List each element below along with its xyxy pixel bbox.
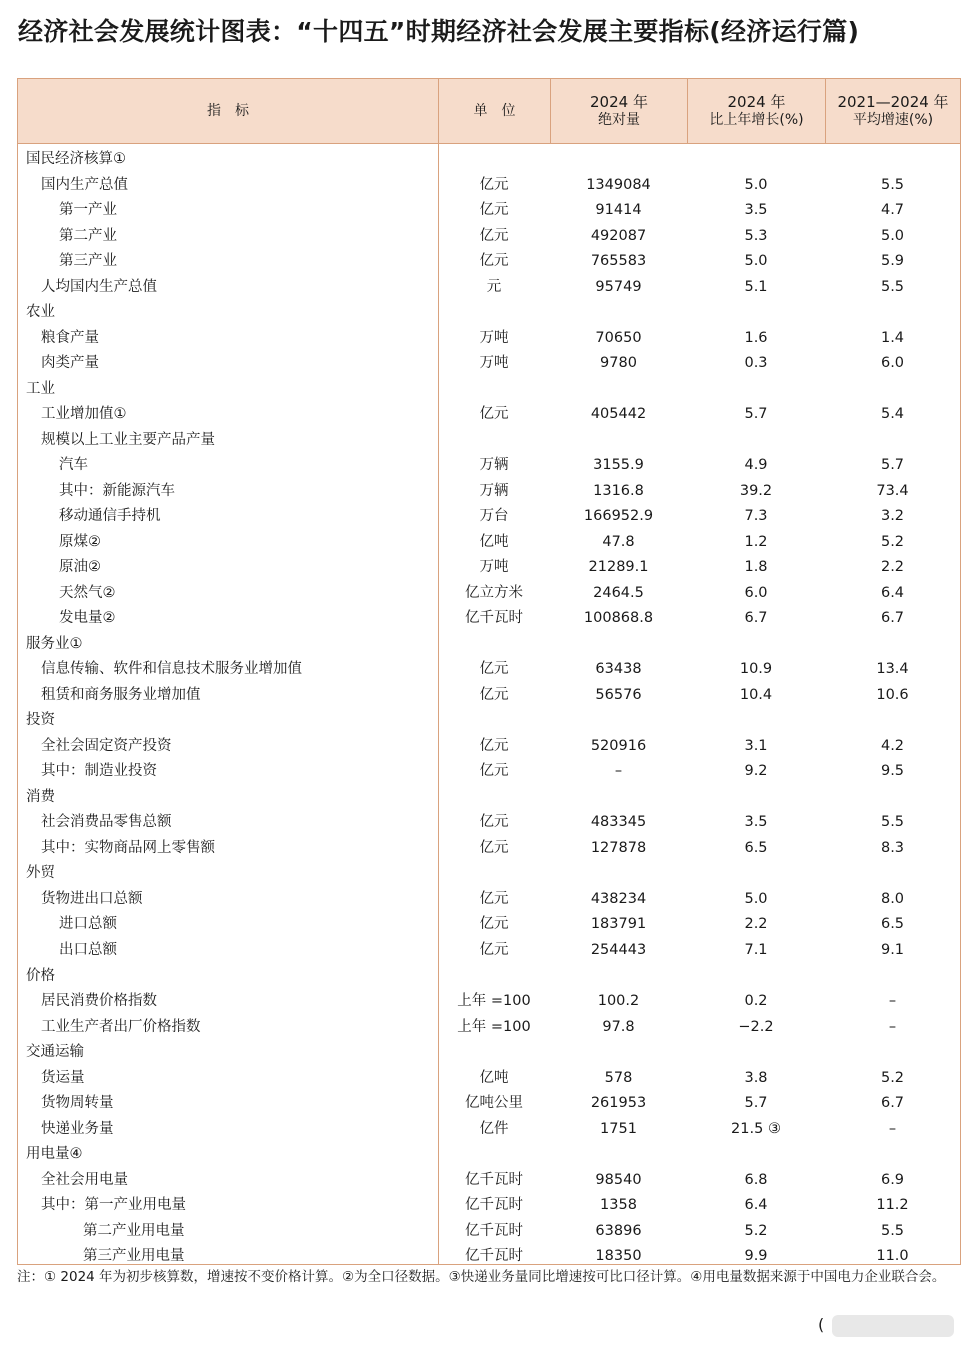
unit-cell: 亿千瓦时 (465, 1197, 523, 1214)
avg-growth-cell: 4.7 (880, 202, 905, 219)
indicator-cell: 货物周转量 (41, 1095, 114, 1112)
indicator-cell: 工业生产者出厂价格指数 (41, 1018, 201, 1035)
unit-cell: 亿吨公里 (465, 1095, 523, 1112)
source-credit (818, 1311, 958, 1341)
avg-growth-cell: 6.7 (880, 610, 905, 627)
growth-2024-cell: 1.6 (744, 329, 768, 346)
indicator-cell: 发电量② (59, 610, 116, 627)
growth-2024-cell: 5.7 (744, 1095, 768, 1112)
absolute-value-cell: 91414 (595, 202, 642, 219)
avg-growth-cell: 5.7 (880, 457, 905, 474)
growth-2024-cell (687, 428, 825, 454)
avg-growth-cell (825, 964, 960, 990)
avg-growth-cell: 5.9 (880, 253, 905, 270)
indicator-cell: 农业 (26, 304, 55, 321)
avg-growth-cell: 5.5 (880, 1222, 905, 1239)
table-row (18, 479, 960, 505)
table-row (18, 300, 960, 326)
table-row (18, 683, 960, 709)
avg-growth-cell: 6.0 (880, 355, 905, 372)
table-row (18, 581, 960, 607)
growth-2024-cell: 5.2 (744, 1222, 768, 1239)
growth-2024-cell: 6.0 (744, 584, 768, 601)
unit-cell: 元 (486, 278, 502, 295)
unit-cell: 亿元 (479, 763, 509, 780)
unit-cell (438, 964, 550, 990)
growth-2024-cell: 5.0 (744, 890, 768, 907)
indicator-cell: 国民经济核算① (26, 151, 126, 167)
indicator-cell: 国内生产总值 (41, 176, 128, 193)
unit-cell: 万吨 (479, 355, 509, 372)
growth-2024-cell: 1.2 (744, 533, 768, 550)
avg-growth-cell: 5.0 (880, 227, 905, 244)
indicator-cell: 外贸 (26, 865, 55, 882)
avg-growth-cell: 11.2 (876, 1197, 909, 1214)
avg-growth-cell (825, 428, 960, 454)
avg-growth-cell: 4.2 (880, 737, 905, 754)
growth-2024-cell: 6.8 (744, 1171, 768, 1188)
unit-cell: 亿吨 (479, 1069, 509, 1086)
table-row (18, 1066, 960, 1092)
indicator-cell: 移动通信手持机 (59, 508, 161, 525)
avg-growth-cell (825, 300, 960, 326)
avg-growth-cell: 5.4 (880, 406, 905, 423)
avg-growth-cell: 73.4 (876, 482, 909, 499)
table-row (18, 1091, 960, 1117)
unit-cell: 万辆 (479, 482, 509, 499)
absolute-value-cell: 183791 (590, 916, 647, 933)
table-row (18, 989, 960, 1015)
absolute-value-cell: 100.2 (597, 993, 640, 1010)
table-row (18, 198, 960, 224)
growth-2024-cell (687, 147, 825, 173)
unit-cell: 亿元 (479, 253, 509, 270)
growth-2024-cell: 5.0 (744, 253, 768, 270)
header-indicator-label: 指 标 (207, 103, 249, 119)
table-row (18, 1244, 960, 1270)
unit-cell (438, 708, 550, 734)
avg-growth-cell (825, 785, 960, 811)
avg-growth-cell: 2.2 (880, 559, 905, 576)
header-absolute-year: 2024 年 (590, 93, 648, 111)
growth-2024-cell: 5.3 (744, 227, 768, 244)
header-avg-growth-years: 2021—2024 年 (837, 93, 949, 111)
table-row (18, 147, 960, 173)
table-row (18, 1168, 960, 1194)
avg-growth-cell: 6.9 (880, 1171, 905, 1188)
absolute-value-cell: 2464.5 (593, 584, 644, 601)
growth-2024-cell: 3.8 (744, 1069, 768, 1086)
header-absolute (550, 79, 687, 143)
avg-growth-cell (825, 1142, 960, 1168)
indicator-cell: 快递业务量 (41, 1120, 114, 1137)
unit-cell: 亿千瓦时 (465, 1222, 523, 1239)
avg-growth-cell: 11.0 (876, 1248, 909, 1265)
indicator-cell: 人均国内生产总值 (41, 278, 157, 295)
absolute-value-cell (550, 632, 687, 658)
growth-2024-cell (687, 861, 825, 887)
avg-growth-cell (825, 377, 960, 403)
unit-cell: 亿千瓦时 (465, 1171, 523, 1188)
indicator-cell: 交通运输 (26, 1044, 84, 1061)
avg-growth-cell (825, 632, 960, 658)
growth-2024-cell (687, 1142, 825, 1168)
page-title: 经济社会发展统计图表：“十四五”时期经济社会发展主要指标(经济运行篇) (18, 17, 860, 46)
avg-growth-cell: 5.2 (880, 1069, 905, 1086)
unit-cell (438, 300, 550, 326)
watermark-overlay (832, 1315, 954, 1337)
absolute-value-cell: 63438 (595, 661, 642, 678)
table-row (18, 861, 960, 887)
avg-growth-cell (825, 147, 960, 173)
table-row (18, 428, 960, 454)
indicator-cell: 进口总额 (59, 916, 117, 933)
table-row (18, 1117, 960, 1143)
growth-2024-cell: 7.3 (744, 508, 768, 525)
absolute-value-cell: 483345 (590, 814, 647, 831)
table-row (18, 759, 960, 785)
growth-2024-cell: 21.5 ③ (731, 1120, 781, 1137)
unit-cell: 亿元 (479, 176, 509, 193)
unit-cell: 亿元 (479, 406, 509, 423)
table-row (18, 224, 960, 250)
avg-growth-cell: 1.4 (880, 329, 905, 346)
indicator-cell: 汽车 (59, 457, 88, 474)
avg-growth-cell: 5.5 (880, 176, 905, 193)
absolute-value-cell: 438234 (590, 890, 647, 907)
growth-2024-cell: 6.4 (744, 1197, 768, 1214)
absolute-value-cell: 56576 (595, 686, 642, 703)
header-growth-2024 (687, 79, 825, 143)
unit-cell: 亿吨 (479, 533, 509, 550)
unit-cell: 万台 (479, 508, 509, 525)
growth-2024-cell: 7.1 (744, 941, 768, 958)
absolute-value-cell: 9780 (600, 355, 637, 372)
growth-2024-cell: 0.3 (744, 355, 768, 372)
indicator-cell: 规模以上工业主要产品产量 (41, 431, 215, 448)
unit-cell: 上年 =100 (457, 993, 531, 1010)
growth-2024-cell: 3.5 (744, 814, 768, 831)
table-row (18, 275, 960, 301)
absolute-value-cell (550, 785, 687, 811)
avg-growth-cell: 5.5 (880, 814, 905, 831)
table-row (18, 785, 960, 811)
absolute-value-cell: 127878 (590, 839, 647, 856)
indicator-cell: 社会消费品零售总额 (41, 814, 172, 831)
avg-growth-cell: 10.6 (876, 686, 909, 703)
absolute-value-cell (550, 300, 687, 326)
indicator-cell: 其中：新能源汽车 (59, 482, 175, 499)
unit-cell: 亿千瓦时 (465, 610, 523, 627)
absolute-value-cell: 21289.1 (588, 559, 649, 576)
table-row (18, 657, 960, 683)
avg-growth-cell: – (888, 1120, 897, 1137)
growth-2024-cell: 10.4 (739, 686, 773, 703)
table-row (18, 402, 960, 428)
growth-2024-cell (687, 785, 825, 811)
absolute-value-cell (550, 377, 687, 403)
unit-cell (438, 632, 550, 658)
indicator-cell: 第三产业 (59, 253, 117, 270)
table-body (18, 147, 960, 1270)
growth-2024-cell: 9.2 (744, 763, 768, 780)
absolute-value-cell (550, 428, 687, 454)
unit-cell: 亿千瓦时 (465, 1248, 523, 1265)
growth-2024-cell: 5.7 (744, 406, 768, 423)
table-row (18, 836, 960, 862)
table-row (18, 938, 960, 964)
footnote: 注：① 2024 年为初步核算数，增速按不变价格计算。②为全口径数据。③快递业务量同比增速按可比口径计算。④用电量数据来源于中国电力企业联合会。 (17, 1269, 946, 1285)
unit-cell: 亿元 (479, 686, 509, 703)
avg-growth-cell: 3.2 (880, 508, 905, 525)
growth-2024-cell (687, 377, 825, 403)
unit-cell: 万吨 (479, 559, 509, 576)
unit-cell: 亿元 (479, 890, 509, 907)
indicator-cell: 粮食产量 (41, 329, 99, 346)
growth-2024-cell: 2.2 (744, 916, 768, 933)
indicator-cell: 租赁和商务服务业增加值 (41, 686, 201, 703)
absolute-value-cell: 3155.9 (593, 457, 644, 474)
indicator-cell: 原油② (59, 559, 101, 576)
table-row (18, 249, 960, 275)
indicator-cell: 全社会用电量 (41, 1171, 128, 1188)
growth-2024-cell: 6.7 (744, 610, 768, 627)
table-row (18, 173, 960, 199)
growth-2024-cell: 5.0 (744, 176, 768, 193)
growth-2024-cell: 1.8 (744, 559, 768, 576)
unit-cell: 亿件 (479, 1120, 509, 1137)
indicator-cell: 投资 (26, 712, 55, 729)
growth-2024-cell: 4.9 (744, 457, 768, 474)
indicator-cell: 肉类产量 (41, 355, 99, 372)
unit-cell (438, 1142, 550, 1168)
absolute-value-cell: 18350 (595, 1248, 642, 1265)
table-row (18, 326, 960, 352)
growth-2024-cell (687, 632, 825, 658)
absolute-value-cell: 1316.8 (593, 482, 644, 499)
indicator-cell: 消费 (26, 788, 55, 805)
table-row (18, 632, 960, 658)
unit-cell (438, 428, 550, 454)
absolute-value-cell: 166952.9 (583, 508, 654, 525)
absolute-value-cell: 765583 (590, 253, 647, 270)
indicator-cell: 其中：实物商品网上零售额 (41, 839, 215, 856)
unit-cell (438, 1040, 550, 1066)
table-row (18, 606, 960, 632)
avg-growth-cell: – (888, 993, 897, 1010)
indicator-cell: 其中：制造业投资 (41, 763, 157, 780)
avg-growth-cell (825, 1040, 960, 1066)
table-row (18, 887, 960, 913)
indicator-cell: 工业增加值① (41, 406, 127, 423)
unit-cell: 亿立方米 (465, 584, 523, 601)
unit-cell: 亿元 (479, 661, 509, 678)
growth-2024-cell: 5.1 (744, 278, 768, 295)
table-row (18, 555, 960, 581)
indicator-cell: 服务业① (26, 635, 83, 652)
indicator-cell: 价格 (26, 967, 55, 984)
avg-growth-cell: 9.1 (880, 941, 905, 958)
indicator-cell: 天然气② (59, 584, 116, 601)
absolute-value-cell: 492087 (590, 227, 647, 244)
growth-2024-cell (687, 1040, 825, 1066)
source-open-paren: ( (818, 1315, 825, 1334)
avg-growth-cell: 9.5 (880, 763, 905, 780)
absolute-value-cell: 1349084 (586, 176, 651, 193)
avg-growth-cell: 5.2 (880, 533, 905, 550)
table-row (18, 912, 960, 938)
growth-2024-cell: 0.2 (744, 993, 768, 1010)
indicator-cell: 原煤② (59, 533, 101, 550)
table-row (18, 1219, 960, 1245)
header-unit-label: 单 位 (473, 103, 516, 119)
table-row (18, 810, 960, 836)
absolute-value-cell: 47.8 (602, 533, 635, 550)
unit-cell: 亿元 (479, 227, 509, 244)
indicator-cell: 信息传输、软件和信息技术服务业增加值 (41, 661, 302, 678)
unit-cell: 亿元 (479, 737, 509, 754)
absolute-value-cell (550, 964, 687, 990)
table-row (18, 377, 960, 403)
indicator-cell: 货运量 (41, 1069, 85, 1086)
growth-2024-cell (687, 964, 825, 990)
absolute-value-cell: 100868.8 (583, 610, 654, 627)
growth-2024-cell: 39.2 (739, 482, 773, 499)
growth-2024-cell: −2.2 (738, 1018, 774, 1035)
indicator-cell: 全社会固定资产投资 (41, 737, 172, 754)
avg-growth-cell: 6.4 (880, 584, 905, 601)
header-indicator (18, 79, 438, 143)
absolute-value-cell: 63896 (595, 1222, 642, 1239)
indicator-cell: 第三产业用电量 (83, 1248, 185, 1265)
avg-growth-cell (825, 861, 960, 887)
absolute-value-cell (550, 147, 687, 173)
unit-cell: 亿元 (479, 941, 509, 958)
unit-cell: 亿元 (479, 916, 509, 933)
absolute-value-cell: 95749 (595, 278, 642, 295)
indicator-cell: 第一产业 (59, 202, 117, 219)
indicator-cell: 货物进出口总额 (41, 890, 143, 907)
avg-growth-cell: 13.4 (876, 661, 909, 678)
unit-cell: 万吨 (479, 329, 509, 346)
growth-2024-cell (687, 300, 825, 326)
table-row (18, 964, 960, 990)
absolute-value-cell (550, 708, 687, 734)
absolute-value-cell: 70650 (595, 329, 642, 346)
avg-growth-cell: 8.3 (880, 839, 905, 856)
header-growth-label: 比上年增长(%) (709, 112, 804, 128)
unit-cell (438, 861, 550, 887)
absolute-value-cell: 254443 (590, 941, 647, 958)
absolute-value-cell: – (614, 763, 623, 780)
unit-cell (438, 377, 550, 403)
growth-2024-cell (687, 708, 825, 734)
avg-growth-cell: 5.5 (880, 278, 905, 295)
table-row (18, 453, 960, 479)
growth-2024-cell: 3.1 (744, 737, 768, 754)
unit-cell: 亿元 (479, 814, 509, 831)
avg-growth-cell (825, 708, 960, 734)
growth-2024-cell: 9.9 (744, 1248, 768, 1265)
avg-growth-cell: – (888, 1018, 897, 1035)
indicator-cell: 工业 (26, 380, 55, 397)
growth-2024-cell: 6.5 (744, 839, 768, 856)
table-row (18, 734, 960, 760)
avg-growth-cell: 6.7 (880, 1095, 905, 1112)
growth-2024-cell: 3.5 (744, 202, 768, 219)
absolute-value-cell: 1358 (600, 1197, 637, 1214)
table-row (18, 530, 960, 556)
indicator-cell: 用电量④ (26, 1146, 83, 1163)
indicator-cell: 第二产业 (59, 227, 117, 244)
indicator-cell: 其中：第一产业用电量 (41, 1197, 186, 1214)
indicator-cell: 第二产业用电量 (83, 1222, 185, 1239)
header-avg-growth (825, 79, 960, 143)
absolute-value-cell: 97.8 (602, 1018, 635, 1035)
indicator-cell: 居民消费价格指数 (41, 993, 157, 1010)
unit-cell: 亿元 (479, 202, 509, 219)
growth-2024-cell: 10.9 (739, 661, 773, 678)
header-unit (438, 79, 550, 143)
absolute-value-cell: 520916 (590, 737, 647, 754)
table-row (18, 1193, 960, 1219)
indicator-cell: 出口总额 (59, 941, 117, 958)
table-row (18, 351, 960, 377)
table-row (18, 1040, 960, 1066)
absolute-value-cell: 405442 (590, 406, 647, 423)
absolute-value-cell: 578 (604, 1069, 633, 1086)
table-row (18, 708, 960, 734)
unit-cell: 万辆 (479, 457, 509, 474)
absolute-value-cell (550, 861, 687, 887)
header-avg-growth-label: 平均增速(%) (852, 112, 934, 128)
unit-cell: 亿元 (479, 839, 509, 856)
table-row (18, 1015, 960, 1041)
header-absolute-label: 绝对量 (598, 112, 640, 128)
absolute-value-cell (550, 1142, 687, 1168)
table-header (18, 79, 960, 144)
absolute-value-cell: 1751 (600, 1120, 637, 1137)
unit-cell (438, 147, 550, 173)
unit-cell (438, 785, 550, 811)
absolute-value-cell: 98540 (595, 1171, 642, 1188)
absolute-value-cell (550, 1040, 687, 1066)
absolute-value-cell: 261953 (590, 1095, 647, 1112)
indicator-table (17, 78, 961, 1265)
avg-growth-cell: 8.0 (880, 890, 905, 907)
avg-growth-cell: 6.5 (880, 916, 905, 933)
header-growth-year: 2024 年 (727, 93, 786, 111)
table-row (18, 504, 960, 530)
table-row (18, 1142, 960, 1168)
unit-cell: 上年 =100 (457, 1018, 531, 1035)
